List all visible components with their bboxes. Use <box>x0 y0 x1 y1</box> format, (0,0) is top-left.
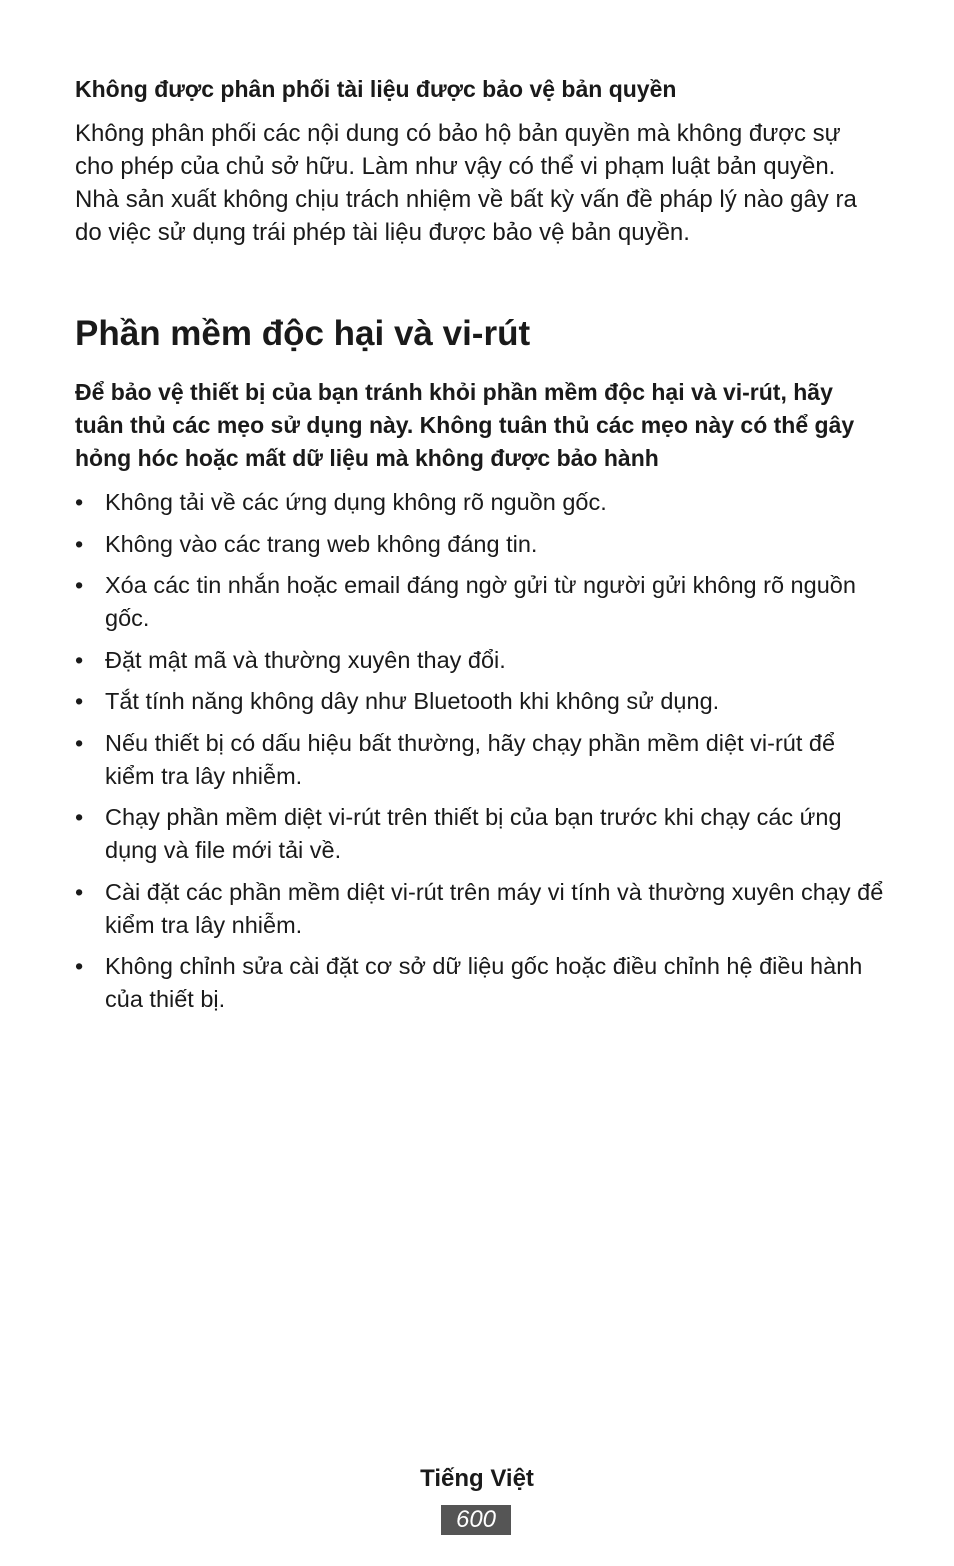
list-item <box>75 569 885 635</box>
bullet-icon: • <box>75 688 84 714</box>
bullet-icon: • <box>75 489 84 515</box>
list-item <box>75 486 885 519</box>
copyright-paragraph: Không phân phối các nội dung có bảo hộ bản quyền mà không được sự cho phép của chủ sở hữu. Làm như vậy có thể vi phạm luật bản quyền. Nhà sản xuất không chịu trách nhiệm về bất kỳ vấn đề pháp lý nào gây ra do việc sử dụng trái phép tài liệu được bảo vệ bản quyền. <box>75 120 857 246</box>
copyright-heading: Không được phân phối tài liệu được bảo vệ bản quyền <box>75 76 677 102</box>
tip-text: Nếu thiết bị có dấu hiệu bất thường, hãy chạy phần mềm diệt vi-rút để kiểm tra lây nhiễm. <box>105 729 836 789</box>
section-intro: Để bảo vệ thiết bị của bạn tránh khỏi phần mềm độc hại và vi-rút, hãy tuân thủ các mẹo sử dụng này. Không tuân thủ các mẹo này có thể gây hỏng hóc hoặc mất dữ liệu mà không được bảo hành <box>75 379 855 471</box>
bullet-icon: • <box>75 530 84 557</box>
tip-text: Tắt tính năng không dây như Bluetooth khi không sử dụng. <box>105 688 720 714</box>
tips-list <box>75 486 885 1025</box>
list-item <box>75 801 885 867</box>
list-item <box>75 876 885 942</box>
list-item <box>75 528 885 561</box>
tip-text: Không tải về các ứng dụng không rõ nguồn gốc. <box>105 489 607 515</box>
list-item <box>75 950 885 1016</box>
bullet-icon: • <box>75 878 84 905</box>
footer-language: Tiếng Việt <box>420 1465 534 1492</box>
list-item <box>75 727 885 793</box>
bullet-icon: • <box>75 729 84 756</box>
page-number: 600 <box>441 1505 511 1535</box>
list-item <box>75 685 885 718</box>
section-title: Phần mềm độc hại và vi-rút <box>75 314 531 353</box>
tip-text: Đặt mật mã và thường xuyên thay đổi. <box>105 646 506 673</box>
tip-text: Cài đặt các phần mềm diệt vi-rút trên máy vi tính và thường xuyên chạy để kiểm tra lây nhiễm. <box>105 878 884 938</box>
bullet-icon: • <box>75 953 84 979</box>
list-item <box>75 644 885 677</box>
tip-text: Không chỉnh sửa cài đặt cơ sở dữ liệu gốc hoặc điều chỉnh hệ điều hành của thiết bị. <box>105 953 863 1012</box>
bullet-icon: • <box>75 804 84 830</box>
tip-text: Không vào các trang web không đáng tin. <box>105 530 538 557</box>
tip-text: Chạy phần mềm diệt vi-rút trên thiết bị của bạn trước khi chạy các ứng dụng và file mới tải về. <box>105 804 842 863</box>
bullet-icon: • <box>75 646 84 673</box>
tip-text: Xóa các tin nhắn hoặc email đáng ngờ gửi từ người gửi không rõ nguồn gốc. <box>105 572 856 631</box>
bullet-icon: • <box>75 572 84 598</box>
